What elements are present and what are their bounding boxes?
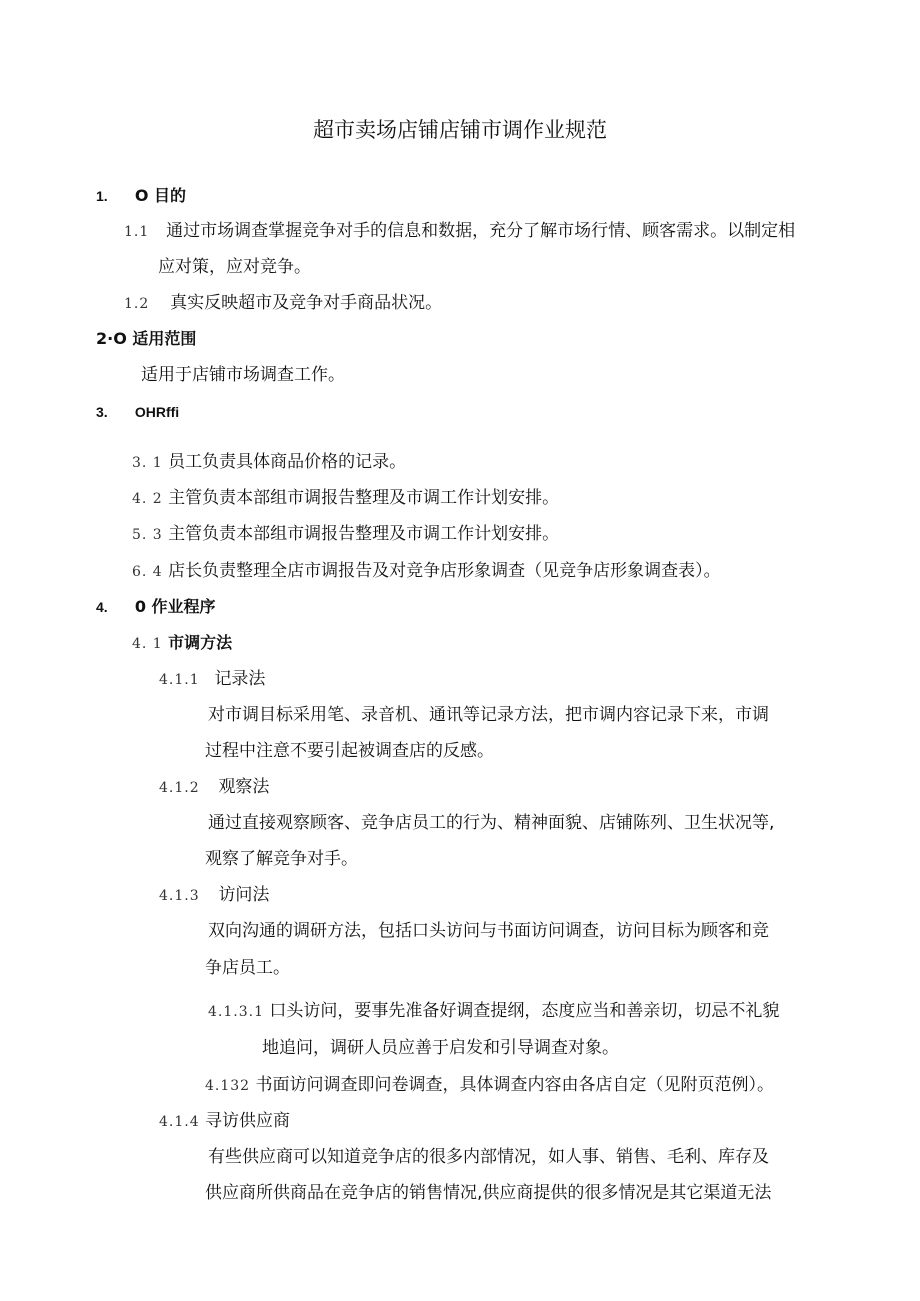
section-3-number: 3. — [96, 404, 108, 420]
point-4-1-3-1 — [208, 999, 779, 1024]
item-3-1-number: 3. 1 — [132, 455, 163, 471]
subsection-4-1-title: 市调方法 — [168, 633, 233, 652]
method-4-1-2 — [159, 775, 269, 800]
point-4-1-3-2-text: 书面访问调查即问卷调查，具体调查内容由各店自定（见附页范例）。 — [255, 1075, 774, 1095]
method-4-1-4-name: 寻访供应商 — [205, 1111, 291, 1131]
item-3-2-text: 主管负责本部组市调报告整理及市调工作计划安排。 — [168, 488, 560, 508]
subsection-4-1 — [132, 631, 232, 656]
method-4-1-3-desc-line1: 双向沟通的调研方法，包括口头访问与书面访问调查，访问目标为顾客和竞 — [208, 921, 769, 941]
method-4-1-1-name: 记录法 — [214, 669, 266, 689]
item-1-2-text: 真实反映超市及竞争对手商品状况。 — [170, 293, 443, 313]
item-3-2-number: 4. 2 — [132, 491, 163, 507]
method-4-1-1-number: 4.1.1 — [159, 672, 200, 688]
point-4-1-3-2 — [205, 1073, 774, 1098]
item-1-2 — [124, 291, 442, 316]
point-4-1-3-1-continuation: 地追问，调研人员应善于启发和引导调查对象。 — [262, 1038, 619, 1058]
method-4-1-2-name: 观察法 — [218, 777, 270, 797]
item-3-3 — [132, 522, 559, 547]
item-1-1-number: 1.1 — [124, 224, 150, 240]
item-1-1-continuation: 应对策，应对竞争。 — [158, 257, 311, 277]
section-1-title: O 目的 — [134, 186, 187, 205]
subsection-4-1-number: 4. 1 — [132, 636, 163, 652]
method-4-1-1-desc-line1: 对市调目标采用笔、录音机、通讯等记录方法，把市调内容记录下来，市调 — [208, 705, 769, 725]
method-4-1-3 — [159, 883, 269, 908]
section-4-heading — [96, 595, 216, 619]
section-4-number: 4. — [96, 599, 108, 615]
method-4-1-1 — [159, 667, 265, 692]
point-4-1-3-2-number: 4.132 — [205, 1078, 251, 1094]
item-3-3-text: 主管负责本部组市调报告整理及市调工作计划安排。 — [168, 524, 560, 544]
item-3-1 — [132, 450, 406, 475]
point-4-1-3-1-number: 4.1.3.1 — [208, 1004, 264, 1020]
section-3-heading — [96, 400, 179, 424]
method-4-1-4-desc-line1: 有些供应商可以知道竞争店的很多内部情况，如人事、销售、毛利、库存及 — [208, 1147, 769, 1167]
method-4-1-3-desc-line2: 争店员工。 — [205, 958, 290, 978]
method-4-1-2-desc-line2: 观察了解竞争对手。 — [205, 849, 358, 869]
method-4-1-4 — [159, 1109, 290, 1134]
point-4-1-3-1-text: 口头访问，要事先准备好调查提纲，态度应当和善亲切，切忌不礼貌 — [269, 1001, 780, 1021]
section-1-heading — [96, 184, 186, 208]
item-1-1-text: 通过市场调查掌握竞争对手的信息和数据，充分了解市场行情、顾客需求。以制定相 — [166, 221, 796, 241]
section-3-title: OHRffi — [134, 404, 180, 420]
method-4-1-2-desc-line1: 通过直接观察顾客、竞争店员工的行为、精神面貌、店铺陈列、卫生状况等, — [208, 813, 775, 833]
item-3-4 — [132, 559, 721, 584]
section-1-number: 1. — [96, 188, 108, 204]
method-4-1-3-name: 访问法 — [218, 885, 270, 905]
method-4-1-3-number: 4.1.3 — [159, 888, 200, 904]
method-4-1-1-desc-line2: 过程中注意不要引起被调查店的反感。 — [205, 741, 494, 761]
item-3-4-number: 6. 4 — [132, 564, 163, 580]
section-4-title: 0 作业程序 — [134, 597, 216, 616]
section-2-heading: 2·O 适用范围 — [96, 329, 197, 348]
section-2-text: 适用于店铺市场调查工作。 — [141, 365, 345, 385]
method-4-1-4-desc-line2: 供应商所供商品在竞争店的销售情况,供应商提供的很多情况是其它渠道无法 — [205, 1183, 772, 1203]
item-3-4-text: 店长负责整理全店市调报告及对竞争店形象调查（见竞争店形象调查表）。 — [168, 561, 721, 581]
item-3-3-number: 5. 3 — [132, 527, 163, 543]
method-4-1-4-number: 4.1.4 — [159, 1114, 200, 1130]
item-3-1-text: 员工负责具体商品价格的记录。 — [168, 452, 407, 472]
method-4-1-2-number: 4.1.2 — [159, 780, 200, 796]
document-title: 超市卖场店铺店铺市调作业规范 — [313, 118, 607, 142]
item-3-2 — [132, 486, 559, 511]
item-1-2-number: 1.2 — [124, 296, 150, 312]
item-1-1 — [124, 219, 795, 244]
